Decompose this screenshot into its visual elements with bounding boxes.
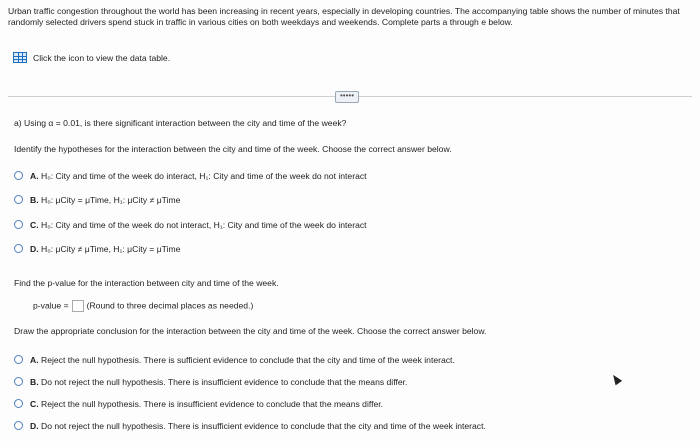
hypothesis-option-a-radio[interactable]	[14, 171, 23, 180]
pvalue-hint: (Round to three decimal places as needed.)	[86, 300, 254, 311]
hypothesis-option-b[interactable]	[30, 195, 180, 205]
option-text: H₀: μCity ≠ μTime, H₁: μCity = μTime	[40, 244, 181, 254]
hypothesis-option-b-radio[interactable]	[14, 195, 23, 204]
option-text: Do not reject the null hypothesis. There is insufficient evidence to conclude that the city and time of the week interact.	[40, 421, 486, 431]
conclusion-option-b-radio[interactable]	[14, 377, 23, 386]
conclusion-prompt: Draw the appropriate conclusion for the interaction between the city and time of the week. Choose the correct answer below.	[14, 326, 487, 336]
data-table-link-label: Click the icon to view the data table.	[33, 52, 171, 63]
problem-intro: Urban traffic congestion throughout the world has been increasing in recent years, especially in developing countries. The accompanying table shows the number of minutes that randomly selected drivers spend stuck in traffic in various cities on both weekdays and weekends. Complete parts a through e below.	[8, 6, 680, 27]
pvalue-row	[33, 300, 253, 312]
option-letter: D.	[30, 244, 39, 254]
hypothesis-option-c[interactable]	[30, 220, 367, 230]
option-letter: C.	[30, 220, 39, 230]
conclusion-option-d[interactable]	[30, 421, 486, 431]
table-icon[interactable]	[13, 52, 27, 63]
data-table-link[interactable]	[13, 52, 170, 63]
option-letter: A.	[30, 171, 39, 181]
option-text: Reject the null hypothesis. There is insufficient evidence to conclude that the means differ.	[40, 399, 384, 409]
hypotheses-instruction: Identify the hypotheses for the interaction between the city and time of the week. Choose the correct answer below.	[14, 144, 452, 154]
hypothesis-option-a[interactable]	[30, 171, 367, 181]
conclusion-option-b[interactable]	[30, 377, 407, 387]
option-letter: A.	[30, 355, 39, 365]
option-text: H₀: μCity = μTime, H₁: μCity ≠ μTime	[40, 195, 181, 205]
hypothesis-option-c-radio[interactable]	[14, 220, 23, 229]
conclusion-option-a[interactable]	[30, 355, 455, 365]
pvalue-label: p-value =	[33, 300, 69, 311]
pvalue-prompt: Find the p-value for the interaction between city and time of the week.	[14, 278, 279, 288]
conclusion-option-c[interactable]	[30, 399, 383, 409]
conclusion-option-a-radio[interactable]	[14, 355, 23, 364]
option-text: H₀: City and time of the week do not interact, H₁: City and time of the week do interact	[40, 220, 367, 230]
option-letter: D.	[30, 421, 39, 431]
option-letter: B.	[30, 195, 39, 205]
expand-button[interactable]: •••••	[335, 91, 359, 103]
option-text: Do not reject the null hypothesis. There is insufficient evidence to conclude that the means differ.	[40, 377, 408, 387]
hypothesis-option-d[interactable]	[30, 244, 180, 254]
option-letter: C.	[30, 399, 39, 409]
option-letter: B.	[30, 377, 39, 387]
hypothesis-option-d-radio[interactable]	[14, 244, 23, 253]
option-text: H₀: City and time of the week do interact, H₁: City and time of the week do not interact	[40, 171, 367, 181]
part-a-question: a) Using α = 0.01, is there significant interaction between the city and time of the week?	[14, 118, 347, 128]
conclusion-option-c-radio[interactable]	[14, 399, 23, 408]
option-text: Reject the null hypothesis. There is sufficient evidence to conclude that the city and time of the week interact.	[40, 355, 455, 365]
pvalue-input[interactable]	[72, 300, 84, 312]
conclusion-option-d-radio[interactable]	[14, 421, 23, 430]
mouse-cursor-icon	[610, 373, 622, 386]
